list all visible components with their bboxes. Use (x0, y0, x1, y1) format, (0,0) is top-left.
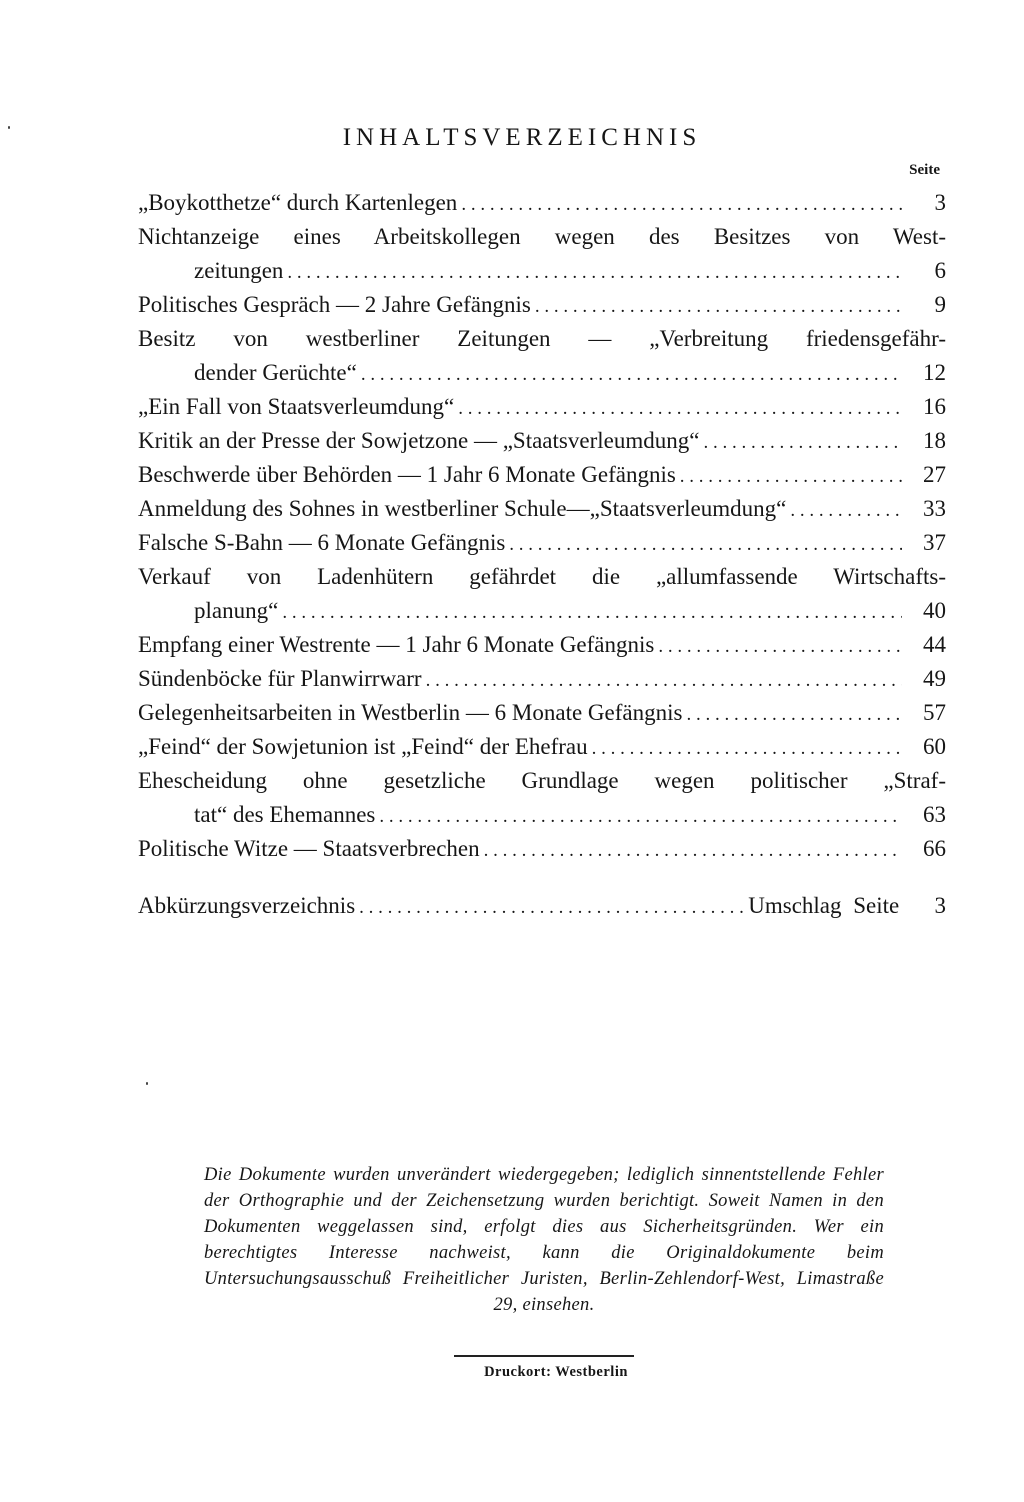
toc-entry (138, 832, 960, 866)
toc-entry-title: „Boykotthetze“ durch Kartenlegen (138, 190, 458, 215)
dot-leader (458, 392, 902, 426)
toc-page-number: 57 (923, 700, 946, 725)
toc-page-number: 63 (923, 802, 946, 827)
toc-entry-title: dender Gerüchte“ (194, 360, 357, 385)
toc-entry (138, 390, 960, 424)
dot-leader (287, 256, 902, 290)
toc-page-number: 60 (923, 734, 946, 759)
dot-leader (790, 494, 902, 528)
toc-page-number: 16 (923, 394, 946, 419)
toc-entry (138, 696, 960, 730)
abbreviations-location: Umschlag Seite 3 (748, 893, 946, 918)
toc-entry (138, 492, 960, 526)
toc-entry-title: Besitz von westberliner Zeitungen — „Verbreitung friedensgefähr- (138, 326, 946, 351)
toc-entry (138, 424, 960, 458)
editorial-note: Die Dokumente wurden unverändert wiedergegeben; lediglich sinnentstellende Fehler der Orthographie und der Zeichensetzung wurden berichtigt. Soweit Namen in den Dokumenten weggelassen sind, erfolgt dies aus Sicherheitsgründen. Wer ein berechtigtes Interesse nachweist, kann die Originaldokumente beim Untersuchungsausschuß Freiheitlicher Juristen, Berlin-Zehlendorf-West, Limastraße 29, einsehen. (204, 1165, 884, 1315)
abbreviations-entry (138, 888, 960, 924)
toc-entry (138, 186, 960, 220)
dot-leader (379, 800, 902, 834)
abbreviations-label: Abkürzungsverzeichnis (138, 893, 356, 918)
toc-page-number: 33 (923, 496, 946, 521)
page-column-label: Seite (909, 162, 940, 178)
toc-page-number: 6 (934, 258, 946, 283)
toc-entry (138, 560, 960, 594)
toc-entry-title: tat“ des Ehemannes (194, 802, 376, 827)
dot-leader (426, 664, 902, 698)
toc-entry-continuation (138, 356, 960, 390)
dot-leader (282, 596, 902, 630)
toc-entry-title: Ehescheidung ohne gesetzliche Grundlage wegen politischer „Straf- (138, 768, 946, 793)
dot-leader (680, 460, 902, 494)
toc-entry (138, 662, 960, 696)
toc-page-number: 49 (923, 666, 946, 691)
toc-entry-title: Anmeldung des Sohnes in westberliner Schule—„Staatsverleumdung“ (138, 496, 787, 521)
toc-page-number: 44 (923, 632, 946, 657)
toc-page-number: 18 (923, 428, 946, 453)
toc-entry (138, 628, 960, 662)
toc-entry-title: Kritik an der Presse der Sowjetzone — „Staatsverleumdung“ (138, 428, 700, 453)
toc-entry-title: Gelegenheitsarbeiten in Westberlin — 6 Monate Gefängnis (138, 700, 683, 725)
toc-page-number: 12 (923, 360, 946, 385)
toc-entry-title: Beschwerde über Behörden — 1 Jahr 6 Monate Gefängnis (138, 462, 676, 487)
toc-entry (138, 764, 960, 798)
table-of-contents (138, 186, 960, 866)
toc-page-number: 40 (923, 598, 946, 623)
toc-page-number: 9 (934, 292, 946, 317)
scan-speck (146, 1082, 148, 1085)
toc-entry (138, 458, 960, 492)
toc-entry (138, 322, 960, 356)
toc-entry-title: „Ein Fall von Staatsverleumdung“ (138, 394, 455, 419)
toc-entry-continuation (138, 254, 960, 288)
dot-leader (658, 630, 902, 664)
dot-leader (484, 834, 902, 868)
toc-entry-title: Politisches Gespräch — 2 Jahre Gefängnis (138, 292, 531, 317)
toc-page-number: 66 (923, 836, 946, 861)
toc-entry-title: Falsche S-Bahn — 6 Monate Gefängnis (138, 530, 506, 555)
toc-entry-title: Sündenböcke für Planwirrwarr (138, 666, 422, 691)
toc-entry-title: Verkauf von Ladenhütern gefährdet die „allumfassende Wirtschafts- (138, 564, 946, 589)
toc-entry (138, 288, 960, 322)
toc-entry-title: Politische Witze — Staatsverbrechen (138, 836, 480, 861)
dot-leader (461, 188, 902, 222)
print-location: Druckort: Westberlin (484, 1364, 628, 1380)
dot-leader (686, 698, 902, 732)
toc-entry-title: Nichtanzeige eines Arbeitskollegen wegen des Besitzes von West- (138, 224, 946, 249)
divider-rule (454, 1355, 634, 1357)
page-title: INHALTSVERZEICHNIS (342, 124, 702, 151)
toc-entry-continuation (138, 594, 960, 628)
toc-entry-title: zeitungen (194, 258, 284, 283)
toc-entry (138, 526, 960, 560)
dot-leader (535, 290, 902, 324)
toc-page-number: 3 (934, 190, 946, 215)
toc-entry-title: „Feind“ der Sowjetunion ist „Feind“ der Ehefrau (138, 734, 588, 759)
toc-entry-title: planung“ (194, 598, 279, 623)
toc-entry-continuation (138, 798, 960, 832)
toc-entry (138, 220, 960, 254)
toc-entry-title: Empfang einer Westrente — 1 Jahr 6 Monate Gefängnis (138, 632, 655, 657)
dot-leader (361, 358, 902, 392)
dot-leader (509, 528, 902, 562)
dot-leader (359, 890, 744, 926)
dot-leader (703, 426, 902, 460)
dot-leader (592, 732, 902, 766)
toc-page-number: 27 (923, 462, 946, 487)
toc-entry (138, 730, 960, 764)
toc-page-number: 37 (923, 530, 946, 555)
